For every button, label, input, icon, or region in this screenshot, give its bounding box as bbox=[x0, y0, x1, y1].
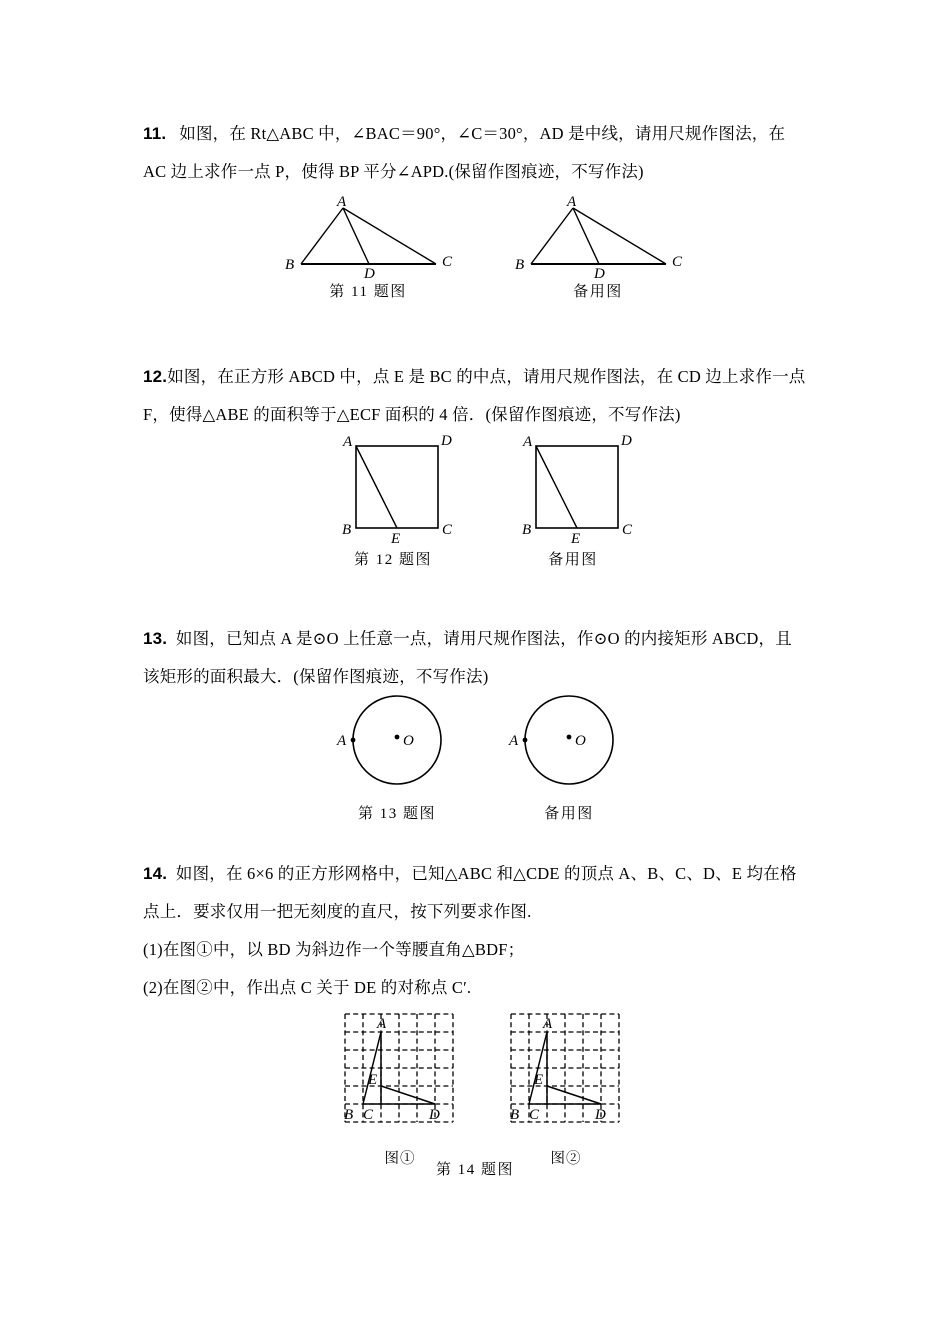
figure-13-spare-caption: 备用图 bbox=[544, 806, 594, 822]
problem-14-line3: (1)在图①中，以 BD 为斜边作一个等腰直角△BDF； bbox=[143, 940, 525, 959]
label-C: C bbox=[441, 254, 452, 270]
label-O: O bbox=[403, 733, 414, 749]
problem-12-line1: 如图，在正方形 ABCD 中，点 E 是 BC 的中点，请用尺规作图法，在 CD 边上求作一点 bbox=[167, 367, 806, 386]
figure-13-main bbox=[335, 692, 459, 823]
problem-14 bbox=[143, 855, 823, 1007]
label-A: A bbox=[343, 434, 353, 450]
problem-14-text bbox=[143, 855, 823, 1007]
figure-11-spare bbox=[511, 196, 686, 301]
label-A: A bbox=[509, 733, 519, 749]
triangle-diagram bbox=[281, 196, 456, 278]
figure-11-main bbox=[281, 196, 456, 301]
label-E: E bbox=[571, 531, 581, 546]
label-E: E bbox=[534, 1072, 544, 1088]
grid-diagram-1 bbox=[337, 1006, 463, 1146]
point-A-dot bbox=[523, 738, 528, 743]
problem-13-line2: 该矩形的面积最大．(保留作图痕迹，不写作法) bbox=[143, 667, 489, 686]
problem-14-number: 14. bbox=[143, 864, 168, 883]
problem-14-line4: (2)在图②中，作出点 C 关于 DE 的对称点 C′. bbox=[143, 978, 472, 997]
problem-12-number: 12. bbox=[143, 367, 168, 386]
grid-diagram-2 bbox=[503, 1006, 629, 1146]
label-B: B bbox=[344, 1107, 354, 1123]
problem-12-figures bbox=[143, 434, 823, 569]
problem-14-figures bbox=[143, 1006, 823, 1168]
figure-12-spare bbox=[509, 434, 637, 569]
label-B: B bbox=[514, 257, 524, 273]
label-A: A bbox=[523, 434, 533, 450]
figure-14-panel-2 bbox=[503, 1006, 629, 1168]
figure-11-spare-caption: 备用图 bbox=[573, 284, 623, 300]
label-D: D bbox=[363, 266, 375, 278]
figure-12-spare-caption: 备用图 bbox=[548, 552, 598, 568]
figure-14-panel-1 bbox=[337, 1006, 463, 1168]
figure-14-panel-2-caption: 图② bbox=[550, 1151, 582, 1167]
label-D: D bbox=[593, 266, 605, 278]
label-B: B bbox=[284, 257, 294, 273]
problem-13-figures bbox=[143, 692, 823, 823]
triangle-diagram-spare bbox=[511, 196, 686, 278]
label-C: C bbox=[671, 254, 682, 270]
problem-11-number: 11. bbox=[143, 124, 167, 143]
label-D: D bbox=[429, 1107, 440, 1123]
figure-12-caption: 第 12 题图 bbox=[353, 552, 432, 568]
label-D: D bbox=[595, 1107, 606, 1123]
label-B: B bbox=[522, 522, 532, 538]
problem-12-line2: F，使得△ABE 的面积等于△ECF 面积的 4 倍．(保留作图痕迹，不写作法) bbox=[143, 405, 681, 424]
figure-13-caption: 第 13 题图 bbox=[357, 806, 436, 822]
label-C: C bbox=[622, 522, 633, 538]
problem-12-text bbox=[143, 358, 823, 434]
figure-14-caption: 第 14 题图 bbox=[435, 1162, 514, 1178]
problem-14-line1: 如图，在 6×6 的正方形网格中，已知△ABC 和△CDE 的顶点 A、B、C、D、E 均在格 bbox=[175, 864, 797, 883]
label-A: A bbox=[377, 1016, 387, 1032]
label-A: A bbox=[566, 196, 576, 210]
label-D: D bbox=[441, 434, 452, 449]
problem-13-line1: 如图，已知点 A 是⊙O 上任意一点，请用尺规作图法，作⊙O 的内接矩形 ABCD，且 bbox=[175, 629, 792, 648]
problem-12 bbox=[143, 358, 823, 434]
label-C: C bbox=[529, 1107, 540, 1123]
label-D: D bbox=[621, 434, 632, 449]
square-diagram bbox=[329, 434, 457, 546]
label-C: C bbox=[442, 522, 453, 538]
label-A: A bbox=[337, 733, 347, 749]
figure-14-panel-1-caption: 图① bbox=[384, 1151, 416, 1167]
problem-13 bbox=[143, 620, 823, 696]
label-O: O bbox=[575, 733, 586, 749]
problem-13-text bbox=[143, 620, 823, 696]
label-B: B bbox=[510, 1107, 520, 1123]
point-O-dot bbox=[395, 735, 400, 740]
point-O-dot bbox=[567, 735, 572, 740]
problem-11-line1: 如图，在 Rt△ABC 中，∠BAC＝90°，∠C＝30°，AD 是中线，请用尺规作图法，在 bbox=[179, 124, 786, 143]
point-A-dot bbox=[351, 738, 356, 743]
label-B: B bbox=[342, 522, 352, 538]
label-E: E bbox=[368, 1072, 378, 1088]
problem-11-line2: AC 边上求作一点 P，使得 BP 平分∠APD.(保留作图痕迹，不写作法) bbox=[143, 162, 644, 181]
figure-13-spare bbox=[507, 692, 631, 823]
label-C: C bbox=[363, 1107, 374, 1123]
problem-13-number: 13. bbox=[143, 629, 168, 648]
figure-11-caption: 第 11 题图 bbox=[329, 284, 407, 300]
circle-diagram bbox=[335, 692, 459, 800]
figure-12-main bbox=[329, 434, 457, 569]
label-A: A bbox=[543, 1016, 553, 1032]
problem-11 bbox=[143, 115, 823, 191]
label-A: A bbox=[336, 196, 346, 210]
circle-diagram-spare bbox=[507, 692, 631, 800]
problem-11-figures bbox=[143, 196, 823, 301]
label-E: E bbox=[391, 531, 401, 546]
problem-11-text bbox=[143, 115, 823, 191]
square-diagram-spare bbox=[509, 434, 637, 546]
problem-14-line2: 点上．要求仅用一把无刻度的直尺，按下列要求作图. bbox=[143, 902, 532, 921]
